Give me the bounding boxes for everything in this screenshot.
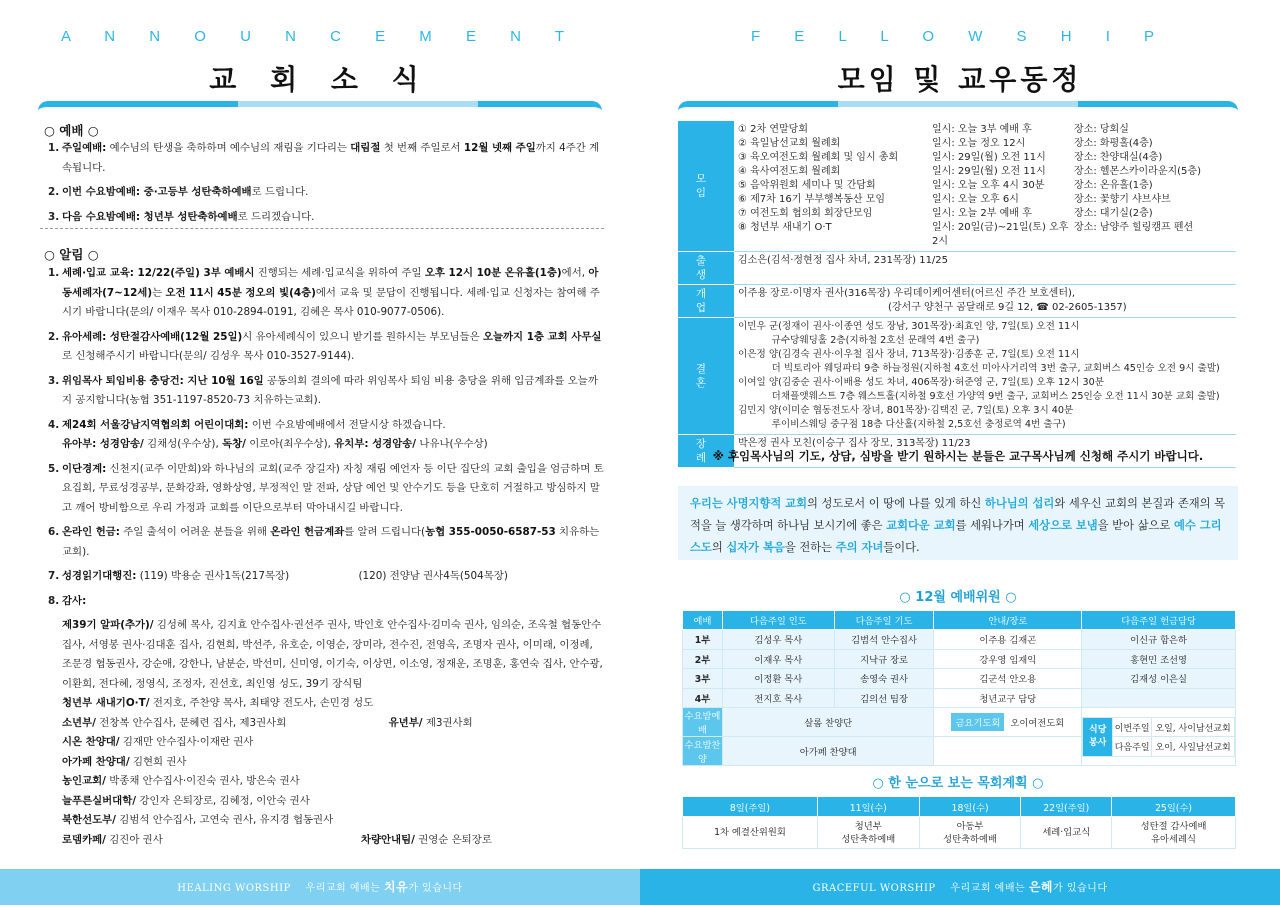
funeral-label: 장 례 [678,435,734,468]
announcement-title: 교 회 소 식 [209,63,431,96]
opening-label: 개 업 [678,285,734,318]
notice-item: 2. 유아세례: 성탄절감사예배(12월 25일)시 유아세례식이 있으니 받기를 원하시는 부모님들은 오늘까지 1층 교회 사무실로 신청해주시기 바랍니다(문의/ 김성우 목사 010-3527-9144). [48,330,602,362]
worship-committee-table: 예배 다음주일 인도 다음주일 기도 안내/장로 다음주일 헌금담당 1부 김성우 목사 김범석 안수집사 이주용 김재곤 이신규 함은하 2부 이재우 목사 지낙규 장로 강우영 임재익 홍현민 조선영 3부 이정환 목사 송영숙 권사 김군석 안오용 김재성 이은실 4부 전지호 목사 김의선 팀장 청년교구 담당 수요밤예배 살롬 찬양단 금요기도회 오이여전도회 식당 봉사 이번주일 오일, 사이남선교회 다음주일 오이, 사일남선교회 수요밤찬양 아가페 찬양대 [682,610,1236,766]
church-vision-quote: 우리는 사명지향적 교회의 성도로서 이 땅에 나를 있게 하신 하나님의 섭리와 세우신 교회의 본질과 존재의 목적을 늘 생각하며 하나님 보시기에 좋은 교회다운 교회를 세워나가며 세상으로 보냄을 받아 삶으로 예수 그리스도의 십자가 복음을 전하는 주의 자녀들이다. [678,486,1238,560]
meetings-list [734,121,1236,252]
committee-header: 예배 [683,611,723,630]
wedding-line: 규수당웨딩홀 2층(지하철 2호선 문래역 4번 출구) [738,335,980,346]
thanks-item: 제39기 알파(추가)/ 김성혜 목사, 김지효 안수집사·권선주 권사, 박인호 안수집사·김미숙 권사, 임의순, 조옥철 협동안수집사, 서영봉 권사·김대훈 집사, 김현희, 박선주, 유호순, 이영순, 장미라, 전수진, 전영옥, 조명자 권사, 이미래, 이정례, 조문경 협동권사, 강순애, 강한나, 남분순, 박선미, 신미영, 이기숙, 이상면, 이소영, 정재운, 조명훈, 홍연숙 집사, 안수광, 이환희, 전다혜, 정영식, 조정자, 진선호, 최인영 성도, 39기 장식팀 [62,619,603,690]
opening-info: 이주용 장로·이명자 권사(316목장) 우리데이케어센터(어르신 주간 보호센터), (강서구 양천구 곰달래로 9길 12, ☎ 02-2605-1357) [734,285,1236,318]
committee-row: 4부 전지호 목사 김의선 팀장 청년교구 담당 [683,688,1236,708]
fellowship-eng-title: F E L L O W S H I P [750,28,1170,45]
meetings-label: 모 임 [678,121,734,252]
plan-date-header: 8일(주일) [683,797,818,817]
committee-header: 다음주일 헌금담당 [1082,611,1236,630]
plan-event: 아동부 성탄축하예배 [919,817,1021,849]
healing-worship-footer: HEALING WORSHIP 우리교회 예배는 치유가 있습니다 [0,869,640,905]
wedding-label: 결 혼 [678,318,734,435]
announcement-eng-title: A N N O U N C E M E N T [60,28,580,45]
committee-row: 1부 김성우 목사 김범석 안수집사 이주용 김재곤 이신규 함은하 [683,630,1236,650]
wedding-line: 이민우 군(정재이 권사·이종연 성도 장남, 301목장)·최효인 양, 7일(토) 오전 11시 [738,321,1080,332]
committee-header: 다음주일 기도 [834,611,934,630]
committee-header: 안내/장로 [934,611,1082,630]
thanks-item: 북한선도부/ 김범석 안수집사, 고연숙 권사, 유지경 협동권사 [62,814,334,826]
wedding-list [734,318,1236,435]
meeting-row: ⑧ 청년부 새내기 O·T 일시: 20일(금)~21일(토) 오후 2시 장소: 남양주 힐링캠프 펜션 [738,222,1194,247]
thanks-item: 아가페 찬양대/ 김현희 권사 [62,755,187,768]
committee-header: 다음주일 인도 [722,611,834,630]
wedding-line: 더채플앳웨스트 7층 웨스트홀(지하철 9호선 가양역 9번 출구, 교회버스 25인승 오전 11시 30분 교회 출발) [738,391,1220,402]
meeting-row: ⑤ 음악위원회 세미나 및 간담회 일시: 오늘 오후 4시 30분 장소: 온유홀(1층) [738,180,1153,191]
pastor-request-notice: ※ 후임목사님의 기도, 상담, 심방을 받기 원하시는 분들은 교구목사님께 신청해 주시기 바랍니다. [712,449,1204,463]
notice-item: 6. 온라인 헌금: 주일 출석이 어려운 분들을 위해 온라인 헌금계좌를 알려 드립니다(농협 355-0050-6587-53 치유하는교회). [48,526,600,558]
notice-list [48,264,604,850]
notice-section-header: ○ 알림 ○ [44,247,99,262]
thanks-item: 늘푸른실버대학/ 강인자 은퇴장로, 김혜정, 이안숙 권사 [62,794,310,807]
plan-event: 세례·입교식 [1021,817,1112,849]
notice-item: 3. 위임목사 퇴임비용 충당건: 지난 10월 16일 공동의회 결의에 따라 위임목사 퇴임 비용 충당을 위해 입금계좌를 오늘까지 공지합니다(농협 351-1197-8520-73 치유하는교회). [48,374,598,406]
meeting-row: ③ 육오여전도회 월례회 및 임시 총회 일시: 29일(월) 오전 11시 장소: 찬양대실(4층) [738,152,1163,163]
meeting-row: ④ 육사여전도회 월례회 일시: 29일(월) 오전 11시 장소: 헬몬스카이라운지(5층) [738,166,1201,177]
notice-item: 8. 감사: [48,594,87,607]
birth-label: 출 생 [678,252,734,285]
worship-committee-title: ○ 12월 예배위원 ○ [899,590,1017,605]
worship-item: 2. 이번 수요밤예배: 중·고등부 성탄축하예배로 드립니다. [48,186,309,198]
graceful-worship-footer: GRACEFUL WORSHIP 우리교회 예배는 은혜가 있습니다 [640,869,1280,905]
thanks-item: 로뎀카페/ 김진아 권사 차량안내팀/ 권영순 은퇴장로 [62,833,492,846]
plan-date-header: 11일(수) [817,797,919,817]
thanks-item: 농인교회/ 박종채 안수집사·이진숙 권사, 방은숙 권사 [62,775,300,787]
funeral-info: 박은정 권사 모친(이승구 집사 장모, 313목장) 11/23 [734,435,1236,468]
thanks-item: 소년부/ 전창복 안수집사, 문혜련 집사, 제3권사회 유년부/ 제3권사회 [62,716,473,729]
notice-item: 7. 성경읽기대행진: (119) 박용순 권사1독(217목장) (120) 전양남 권사4독(504목장) [48,570,508,582]
header-bar [38,101,602,117]
worship-section-header: ○ 예배 ○ [44,123,99,138]
header-bar [678,101,1238,117]
thanks-item: 시온 찬양대/ 김재만 안수집사·이재란 권사 [62,736,254,748]
birth-info: 김소은(김석·정현정 집사 차녀, 231목장) 11/25 [734,252,1236,285]
committee-row: 2부 이재우 목사 지낙규 장로 강우영 임재익 홍현민 조선영 [683,649,1236,669]
fellowship-table [678,121,1236,468]
notice-item: 5. 이단경계: 신천지(교주 이만희)와 하나님의 교회(교주 장길자) 자칭 재림 예언자 등 이단 집단의 교회 출입을 엄금하며 토요집회, 무료성경공부, 문화강좌, 영화상영, 부정적인 말 전파, 상담 예언 및 안수기도 등을 단호히 거절하고 방심하지 말고 깨어 방비함으로 우리 가정과 교회를 이단으로부터 막아내시길 바랍니다. [48,462,604,514]
wedding-line: 이여일 양(김중순 권사·이배용 성도 차녀, 406목장)·허준영 군, 7일(토) 오후 12시 30분 [738,377,1104,388]
worship-list [48,139,604,232]
wedding-line: 김민지 양(이미순 협동전도사 장녀, 801목장)·김택진 군, 7일(토) 오후 3시 40분 [738,405,1074,416]
announcement-page [0,0,640,905]
plan-date-header: 18일(수) [919,797,1021,817]
plan-date-header: 25일(수) [1112,797,1236,817]
ministry-plan-table [682,796,1236,849]
divider [40,228,604,229]
fellowship-page [640,0,1280,905]
notice-item: 4. 제24회 서울강남지역협의회 어린이대회: 이번 수요밤예배에서 전달시상 하겠습니다. 유아부: 성경암송/ 김채성(우수상), 독창/ 이로아(최우수상), 유치부: 성경암송/ 나유나(우수상) [48,418,488,450]
plan-date-header: 22일(주일) [1021,797,1112,817]
committee-row: 3부 이정환 목사 송영숙 권사 김군석 안오용 김재성 이은실 [683,669,1236,689]
meeting-row: ② 육일남선교회 월례회 일시: 오늘 정오 12시 장소: 화평홀(4층) [738,138,1153,149]
ministry-plan-title: ○ 한 눈으로 보는 목회계획 ○ [872,776,1044,791]
meeting-row: ① 2차 연말당회 일시: 오늘 3부 예배 후 장소: 당회실 [738,124,1129,135]
plan-event: 성탄절 감사예배 유아세례식 [1112,817,1236,849]
wedding-line: 더 빅토리아 웨딩파티 9층 하늘정원(지하철 4호선 미아사거리역 3번 출구, 교회버스 45인승 오전 9시 출발) [738,363,1220,374]
thanks-item: 청년부 새내기O·T/ 전지호, 주찬양 목사, 최태양 전도사, 손민경 성도 [62,697,374,709]
worship-item: 3. 다음 수요밤예배: 청년부 성탄축하예배로 드리겠습니다. [48,210,315,223]
notice-item: 1. 세례·입교 교육: 12/22(주일) 3부 예배시 진행되는 세례·입교식을 위하여 주일 오후 12시 10분 온유홀(1층)에서, 아동세례자(7~12세)는 오전 11시 45분 정오의 빛(4층)에서 교육 및 문답이 진행됩니다. 세례·입교 신청자는 참여해 주시기 바랍니다(문의/ 이재우 목사 010-2894-0191, 김혜은 목사 010-9077-0506). [48,267,600,318]
worship-item: 1. 주일예배: 예수님의 탄생을 축하하며 예수님의 재림을 기다리는 대림절 첫 번째 주일로서 12월 넷째 주일까지 4주간 계속됩니다. [48,142,600,174]
wedding-line: 루이비스웨딩 중구점 18층 다산홀(지하철 2,5호선 충정로역 4번 출구) [738,419,1066,430]
fellowship-title: 모임 및 교우동정 [837,63,1083,96]
wedding-line: 이은정 양(김경숙 권사·이우철 집사 장녀, 713목장)·김종훈 군, 7일(토) 오전 11시 [738,349,1080,360]
meeting-row: ⑦ 여전도회 협의회 회장단모임 일시: 오늘 2부 예배 후 장소: 대기실(2층) [738,208,1153,219]
plan-event: 1차 예결산위원회 [683,817,818,849]
meeting-row: ⑥ 제7차 16기 부부행복동산 모임 일시: 오늘 오후 6시 장소: 꽃향기 샤브샤브 [738,194,1171,205]
plan-event: 청년부 성탄축하예배 [817,817,919,849]
